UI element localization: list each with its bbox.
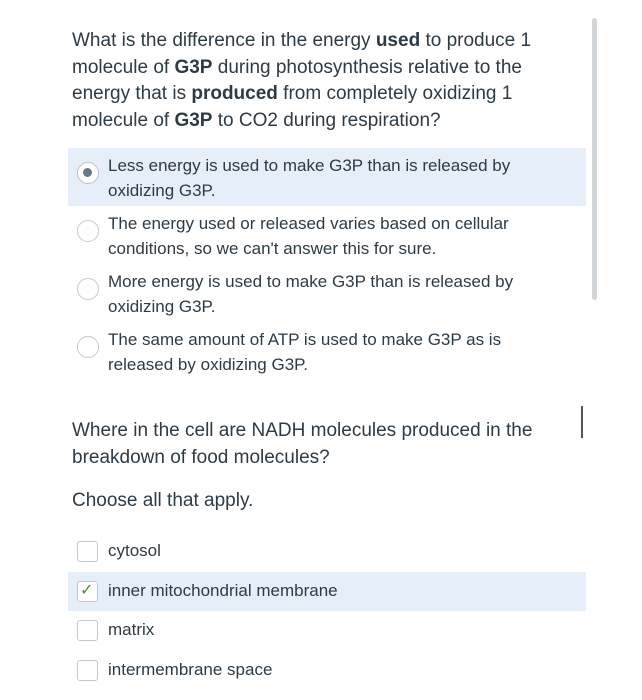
radio-empty-icon[interactable]: [77, 278, 99, 300]
option-inner-mitochondrial-membrane[interactable]: [68, 572, 586, 612]
q1-bold-produced: produced: [191, 83, 278, 104]
q1-bold-g3p: G3P: [174, 56, 213, 78]
option-intermembrane-space[interactable]: [68, 651, 586, 691]
question-1-text: [72, 28, 572, 134]
option-label: inner mitochondrial membrane: [108, 580, 338, 600]
choice-less-energy[interactable]: [68, 148, 586, 206]
choice-varies[interactable]: [68, 206, 586, 264]
q1-text-part: to CO2 during respiration?: [212, 109, 441, 131]
q1-text-part: to produce 1 molecule of: [72, 30, 532, 78]
text-caret: [581, 406, 583, 438]
checkbox-checked-icon[interactable]: [77, 581, 98, 602]
choice-label: The energy used or released varies based on cellular conditions, so we can't answer this for sure.: [108, 214, 509, 258]
radio-selected-icon[interactable]: [77, 162, 99, 184]
choice-more-energy[interactable]: [68, 264, 586, 322]
choice-label: Less energy is used to make G3P than is released by oxidizing G3P.: [108, 156, 511, 200]
radio-empty-icon[interactable]: [77, 336, 99, 358]
q1-text-part: during photosynthesis relative to the energy that is: [72, 56, 522, 104]
option-cytosol[interactable]: [68, 532, 586, 572]
q1-bold-g3p: G3P: [174, 109, 213, 131]
q1-text-part: from completely oxidizing 1 molecule of: [72, 83, 513, 131]
checkbox-empty-icon[interactable]: [77, 541, 98, 562]
question-2-text: Where in the cell are NADH molecules produced in the breakdown of food molecules?: [72, 420, 533, 468]
choice-label: More energy is used to make G3P than is released by oxidizing G3P.: [108, 272, 514, 316]
checkbox-empty-icon[interactable]: [77, 660, 98, 681]
radio-empty-icon[interactable]: [77, 220, 99, 242]
question-2-instruction: Choose all that apply.: [72, 490, 254, 511]
question-1-choices: [68, 148, 586, 380]
option-label: cytosol: [108, 541, 161, 560]
choice-label: The same amount of ATP is used to make G3P as is released by oxidizing G3P.: [108, 330, 502, 374]
option-label: matrix: [108, 620, 155, 639]
scrollbar[interactable]: [592, 18, 597, 300]
option-matrix[interactable]: [68, 611, 586, 651]
q1-text-part: What is the difference in the energy: [72, 30, 376, 51]
checkmark-icon: ✓: [80, 581, 94, 599]
option-label: intermembrane space: [108, 659, 273, 679]
question-2-options: [68, 532, 586, 690]
q1-bold-used: used: [375, 30, 421, 51]
checkbox-empty-icon[interactable]: [77, 620, 98, 641]
choice-same-atp[interactable]: [68, 322, 586, 380]
